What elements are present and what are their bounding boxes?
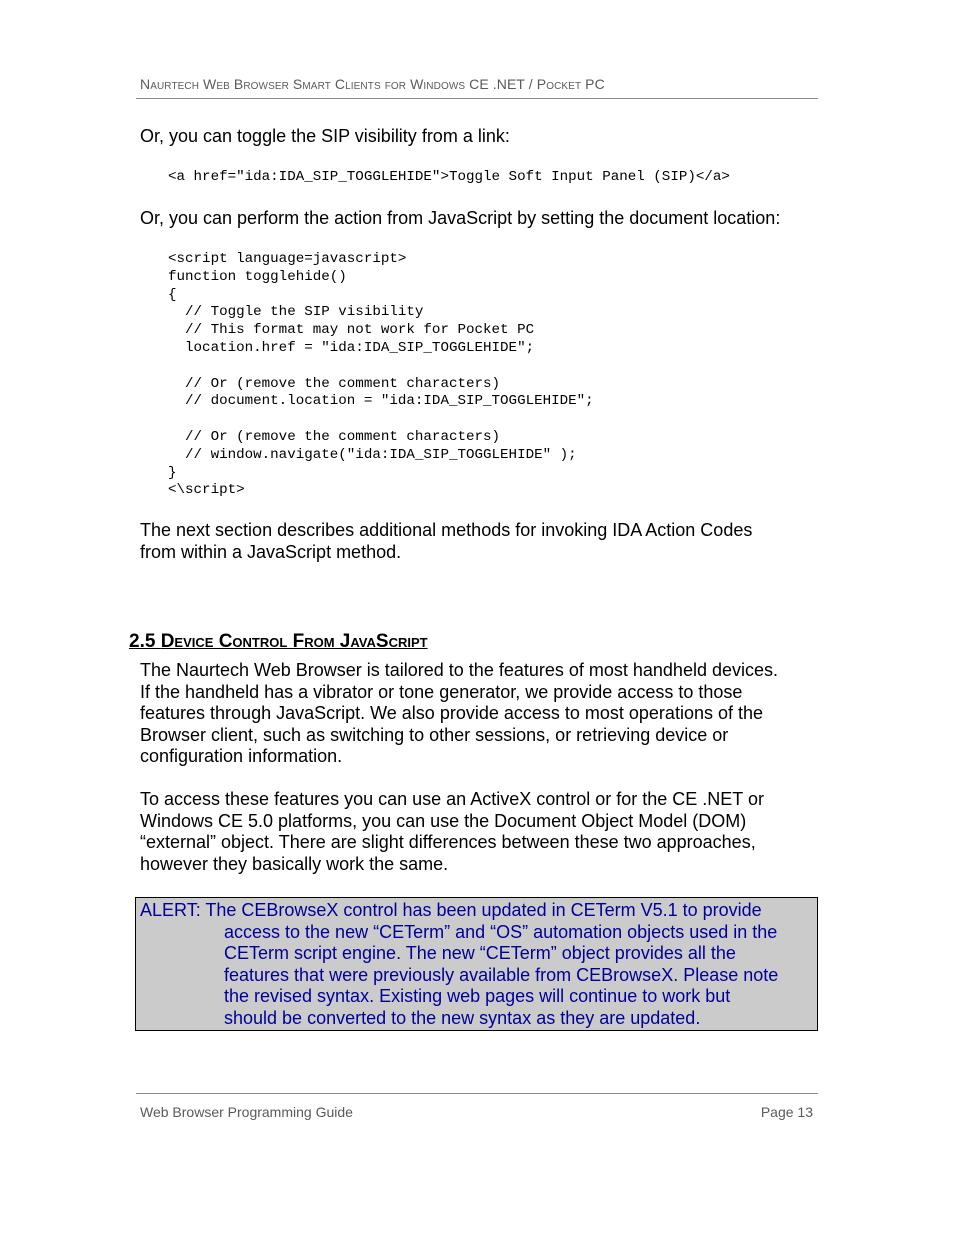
- header-part: PC: [581, 76, 605, 92]
- paragraph-line: configuration information.: [140, 746, 343, 766]
- alert-box: [135, 897, 818, 1031]
- paragraph-line: Or, you can toggle the SIP visibility from a link:: [140, 126, 510, 146]
- intro-js-paragraph: [140, 208, 820, 230]
- next-section-paragraph: [140, 520, 820, 563]
- link-code-block: <a href="ida:IDA_SIP_TOGGLEHIDE">Toggle Soft Input Panel (SIP)</a>: [168, 169, 730, 185]
- intro-link-paragraph: [140, 126, 820, 148]
- alert-text: [140, 900, 778, 1030]
- paragraph-line: To access these features you can use an ActiveX control or for the CE .NET or: [140, 789, 764, 809]
- section-title: Device Control From JavaScript: [160, 631, 428, 652]
- header-part: Naurtech Web Browser Smart Clients for Windows: [140, 76, 466, 92]
- paragraph-line: “external” object. There are slight differences between these two approaches,: [140, 832, 756, 852]
- page-header: [140, 76, 605, 92]
- alert-line: ALERT: The CEBrowseX control has been updated in CETerm V5.1 to provide: [140, 900, 762, 920]
- alert-line: access to the new “CETerm” and “OS” automation objects used in the: [224, 921, 778, 942]
- header-part: Pocket: [536, 76, 582, 92]
- section-paragraph-1: [140, 660, 820, 768]
- paragraph-line: The next section describes additional methods for invoking IDA Action Codes: [140, 520, 753, 540]
- footer-page-number: Page 13: [760, 1104, 813, 1120]
- script-code-block: <script language=javascript> function togglehide() { // Toggle the SIP visibility // This format may not work for Pocket PC location.href = "ida:IDA_SIP_TOGGLEHIDE"; // Or (remove the comment characters) // document.location = "ida:IDA_SIP_TOGGLEHIDE"; // Or (remove the comment characters) // window.navigate("ida:IDA_SIP_TOGGLEHIDE" ); } <\script>: [168, 251, 594, 499]
- alert-line: features that were previously available from CEBrowseX. Please note: [224, 964, 779, 985]
- section-heading: [129, 631, 428, 653]
- paragraph-line: The Naurtech Web Browser is tailored to the features of most handheld devices.: [140, 660, 778, 680]
- paragraph-line: however they basically work the same.: [140, 853, 449, 874]
- paragraph-line: Browser client, such as switching to other sessions, or retrieving device or: [140, 724, 729, 745]
- header-divider: [136, 98, 818, 99]
- paragraph-line: features through JavaScript. We also provide access to most operations of the: [140, 703, 763, 723]
- section-paragraph-2: [140, 789, 820, 875]
- paragraph-line: Or, you can perform the action from JavaScript by setting the document location:: [140, 208, 781, 228]
- paragraph-line: Windows CE 5.0 platforms, you can use the Document Object Model (DOM): [140, 810, 747, 831]
- paragraph-line: from within a JavaScript method.: [140, 541, 402, 562]
- footer-divider: [136, 1093, 818, 1094]
- footer-doc-title: Web Browser Programming Guide: [140, 1104, 353, 1120]
- paragraph-line: If the handheld has a vibrator or tone generator, we provide access to those: [140, 681, 743, 702]
- alert-line: CETerm script engine. The new “CETerm” object provides all the: [224, 943, 736, 964]
- alert-line: the revised syntax. Existing web pages will continue to work but: [224, 986, 731, 1007]
- alert-line: should be converted to the new syntax as they are updated.: [224, 1007, 701, 1028]
- header-part: CE .NET /: [465, 76, 537, 92]
- section-number: 2.5: [129, 631, 161, 652]
